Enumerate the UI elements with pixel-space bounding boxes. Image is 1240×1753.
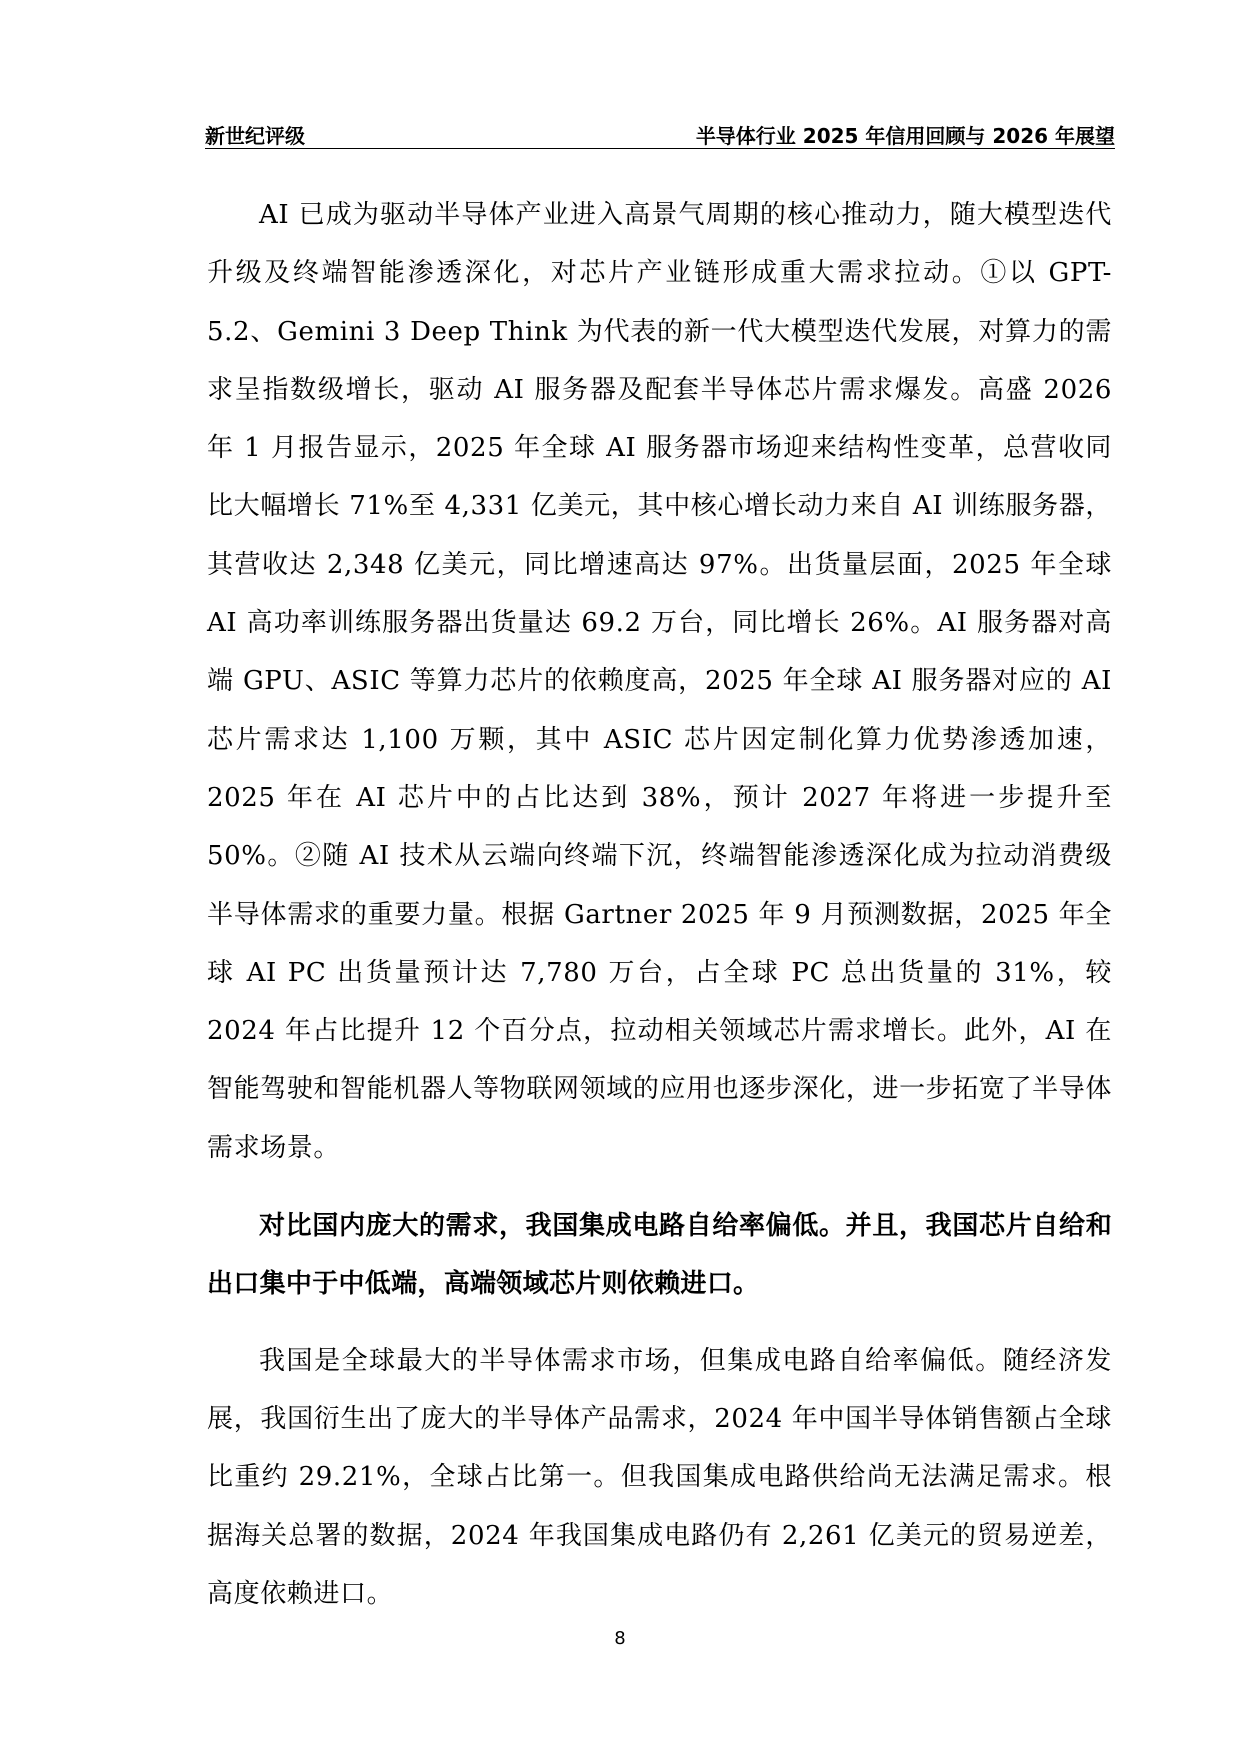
page-number: 8: [614, 1628, 626, 1649]
page-header: [205, 118, 1115, 149]
paragraph-ai-demand: AI 已成为驱动半导体产业进入高景气周期的核心推动力，随大模型迭代升级及终端智能渗透深化，对芯片产业链形成重大需求拉动。①以 GPT-5.2、Gemini 3 Deep Think 为代表的新一代大模型迭代发展，对算力的需求呈指数级增长，驱动 AI 服务器及配套半导体芯片需求爆发。高盛 2026 年 1 月报告显示，2025 年全球 AI 服务器市场迎来结构性变革，总营收同比大幅增长 71%至 4,331 亿美元，其中核心增长动力来自 AI 训练服务器，其营收达 2,348 亿美元，同比增速高达 97%。出货量层面，2025 年全球 AI 高功率训练服务器出货量达 69.2 万台，同比增长 26%。AI 服务器对高端 GPU、ASIC 等算力芯片的依赖度高，2025 年全球 AI 服务器对应的 AI 芯片需求达 1,100 万颗，其中 ASIC 芯片因定制化算力优势渗透加速，2025 年在 AI 芯片中的占比达到 38%，预计 2027 年将进一步提升至 50%。②随 AI 技术从云端向终端下沉，终端智能渗透深化成为拉动消费级半导体需求的重要力量。根据 Gartner 2025 年 9 月预测数据，2025 年全球 AI PC 出货量预计达 7,780 万台，占全球 PC 总出货量的 31%，较 2024 年占比提升 12 个百分点，拉动相关领域芯片需求增长。此外，AI 在智能驾驶和智能机器人等物联网领域的应用也逐步深化，进一步拓宽了半导体需求场景。: [207, 200, 1112, 1163]
header-report-title: 半导体行业 2025 年信用回顾与 2026 年展望: [695, 124, 1115, 148]
page-body: [207, 186, 1112, 1623]
paragraph-domestic-market: 我国是全球最大的半导体需求市场，但集成电路自给率偏低。随经济发展，我国衍生出了庞大的半导体产品需求，2024 年中国半导体销售额占全球比重约 29.21%，全球占比第一。但我国集成电路供给尚无法满足需求。根据海关总署的数据，2024 年我国集成电路仍有 2,261 亿美元的贸易逆差，高度依赖进口。: [207, 1345, 1112, 1609]
section-heading-self-sufficiency: 对比国内庞大的需求，我国集成电路自给率偏低。并且，我国芯片自给和出口集中于中低端，高端领域芯片则依赖进口。: [207, 1211, 1112, 1300]
header-org-name: 新世纪评级: [205, 124, 305, 148]
